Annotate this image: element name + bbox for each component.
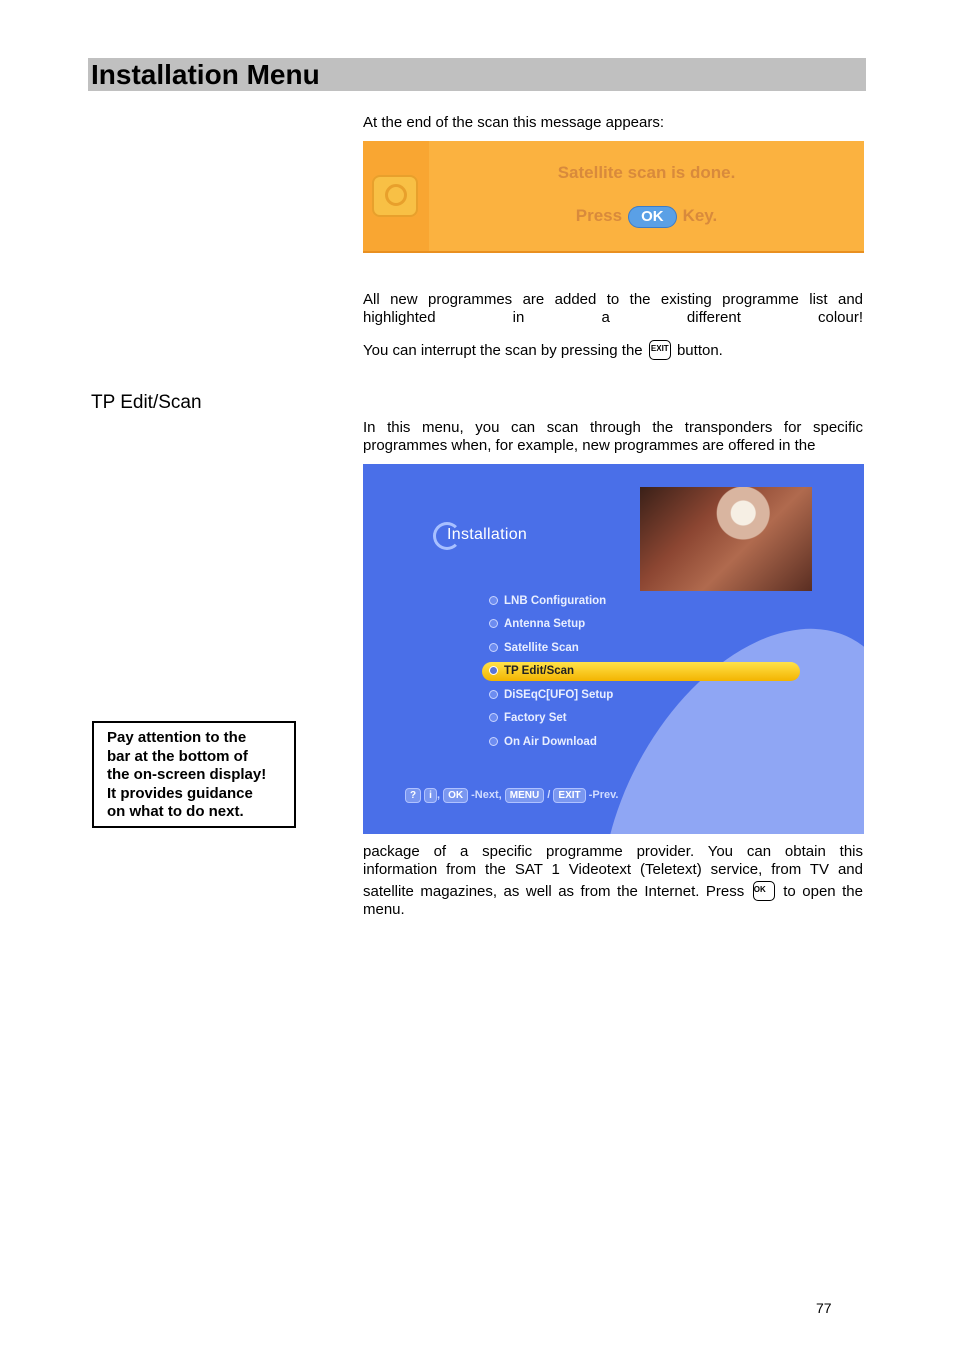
menu-key: MENU xyxy=(505,788,544,803)
new-programmes-text: All new programmes are added to the existing programme list and highlighted in a different colour! xyxy=(363,291,863,326)
bullet-icon xyxy=(489,619,498,628)
page-title: Installation Menu xyxy=(91,59,320,90)
message-key: Key. xyxy=(682,206,718,225)
bullet-icon xyxy=(489,737,498,746)
menu-item-on-air-download[interactable]: On Air Download xyxy=(489,734,597,750)
exit-key: EXIT xyxy=(553,788,585,803)
bullet-icon xyxy=(489,596,498,605)
page-number: 77 xyxy=(816,1300,832,1316)
interrupt-text-after: button. xyxy=(676,342,723,359)
preview-image xyxy=(640,487,812,591)
ok-button-icon: OK xyxy=(753,881,775,901)
footer-next: -Next, xyxy=(471,789,502,801)
help-icon: ? xyxy=(405,788,421,803)
note-line: on what to do next. xyxy=(107,803,244,820)
info-icon: i xyxy=(424,788,437,803)
scan-done-message xyxy=(363,141,864,253)
message-title: Satellite scan is done. xyxy=(557,163,736,182)
note-line: the on-screen display! xyxy=(107,766,267,783)
section-heading: TP Edit/Scan xyxy=(91,392,202,413)
exit-button-icon: EXIT xyxy=(649,340,671,360)
section-para2-line1: package of a specific programme provider. You can obtain this xyxy=(363,843,863,860)
section-paragraph-2 xyxy=(363,843,863,919)
section-para2-line2: information from the SAT 1 Videotext (Teletext) service, from TV and xyxy=(363,861,863,878)
menu-item-diseqc[interactable]: DiSEqC[UFO] Setup xyxy=(489,687,613,703)
interrupt-paragraph xyxy=(363,342,863,360)
bullet-icon xyxy=(489,690,498,699)
bullet-icon xyxy=(489,666,498,675)
bullet-icon xyxy=(489,713,498,722)
menu-item-lnb[interactable]: LNB Configuration xyxy=(489,593,606,609)
menu-item-satellite-scan[interactable]: Satellite Scan xyxy=(489,640,579,656)
bullet-icon xyxy=(489,643,498,652)
menu-item-antenna[interactable]: Antenna Setup xyxy=(489,616,585,632)
menu-item-tp-edit-scan[interactable]: TP Edit/Scan xyxy=(482,662,800,681)
menu-item-factory-set[interactable]: Factory Set xyxy=(489,710,567,726)
message-prompt xyxy=(429,206,864,228)
installation-menu-screenshot xyxy=(363,464,864,834)
section-para1-line1: In this menu, you can scan through the transponders for specific xyxy=(363,419,863,436)
footer-prev: -Prev. xyxy=(588,789,619,801)
header-bar xyxy=(88,58,866,91)
interrupt-text-before: You can interrupt the scan by pressing the xyxy=(363,342,643,359)
section-paragraph-1 xyxy=(363,419,863,455)
info-icon xyxy=(372,175,418,217)
ok-key: OK xyxy=(443,788,468,803)
footer-slash: / xyxy=(547,789,551,801)
message-press: Press xyxy=(575,206,623,225)
attention-note xyxy=(92,721,296,828)
note-line: It provides guidance xyxy=(107,784,253,802)
menu-title: Installation xyxy=(447,526,528,543)
section-para2-line4: menu. xyxy=(363,901,405,919)
note-line: Pay attention to the xyxy=(107,729,247,746)
section-para2-line3: satellite magazines, as well as from the Internet. Press OK to open the xyxy=(363,883,863,900)
message-icon-panel xyxy=(363,141,429,251)
note-line: bar at the bottom of xyxy=(107,747,248,765)
new-programmes-paragraph xyxy=(363,291,863,327)
section-para1-line2: programmes when, for example, new programmes are offered in the xyxy=(363,437,816,454)
menu-footer: ? i , OK -Next, MENU / EXIT -Prev. xyxy=(405,787,618,803)
ok-button[interactable]: OK xyxy=(628,206,677,228)
scan-end-text: At the end of the scan this message appears: xyxy=(363,114,665,131)
